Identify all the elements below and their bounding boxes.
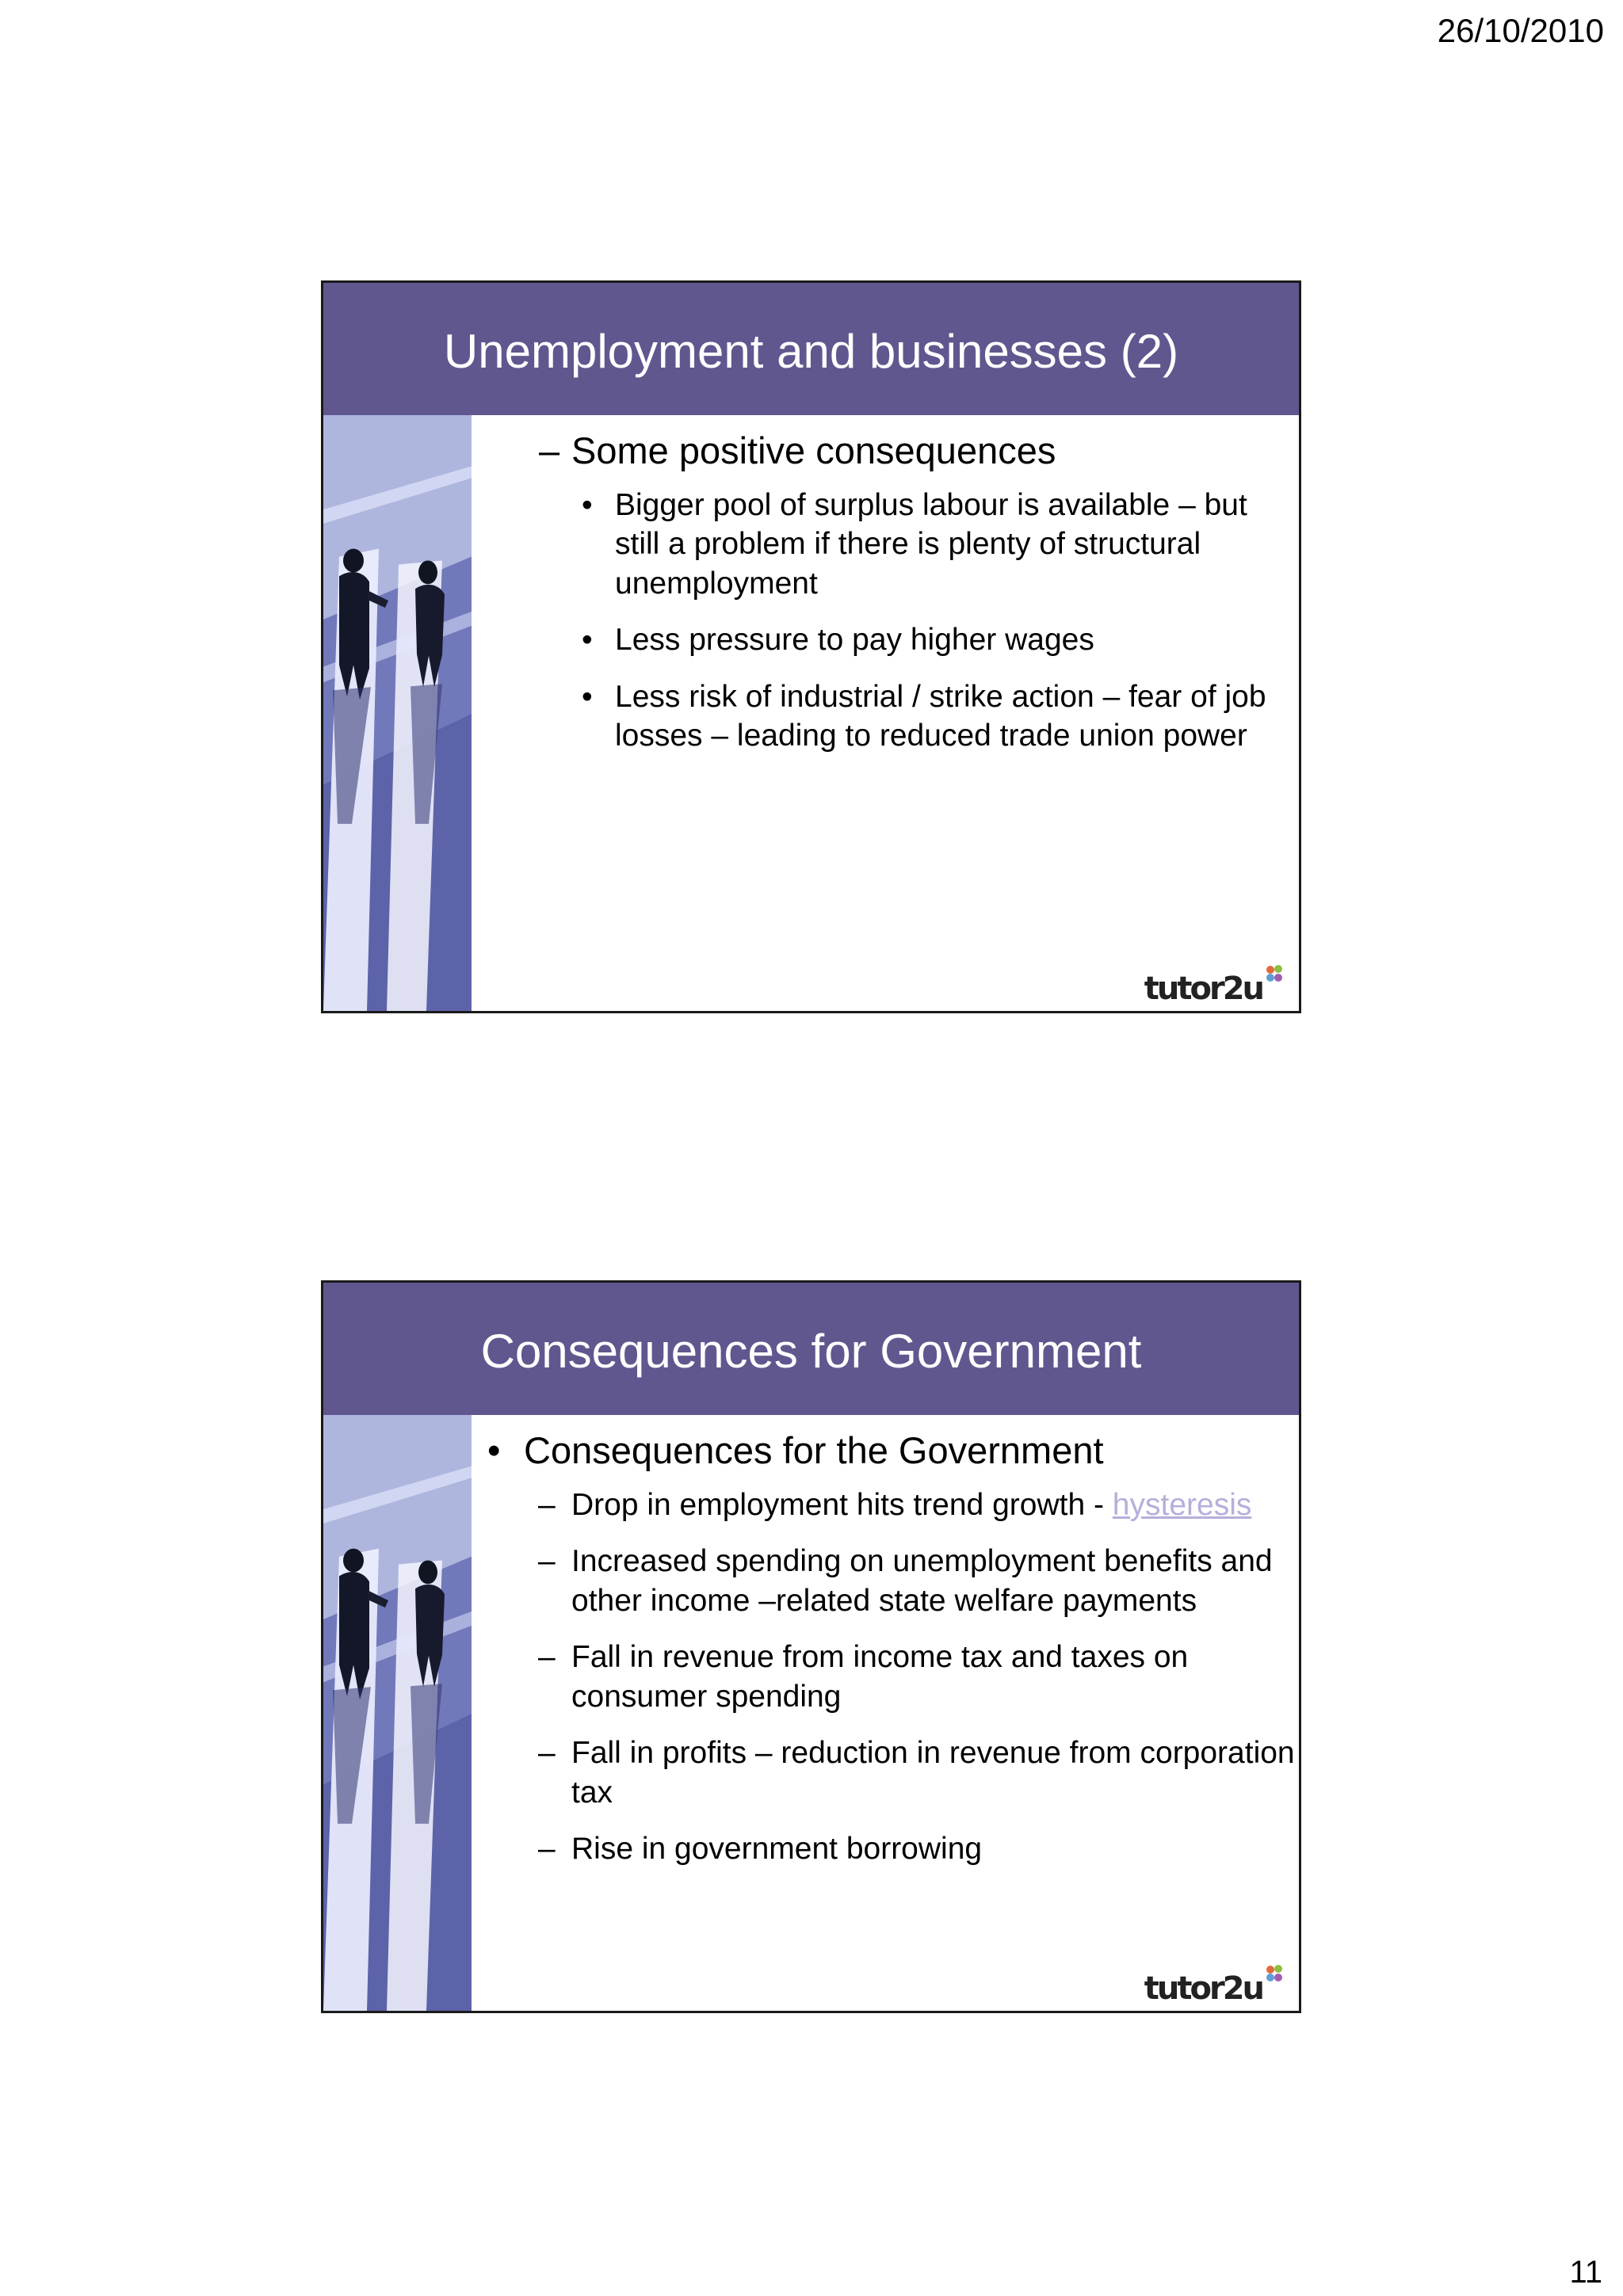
business-people-photo [323, 415, 472, 1011]
list-item [538, 1486, 1299, 1525]
bullet-marker: • [487, 1429, 501, 1471]
slide-title: Consequences for Government [480, 1324, 1142, 1378]
list-item [538, 1829, 1299, 1869]
tutor2u-logo [1144, 1963, 1285, 2007]
bullet-text: Increased spending on unemployment benefits and other income –related state welfare payments [571, 1544, 1273, 1618]
page-number: 11 [1569, 2255, 1602, 2290]
tutor2u-logo [1144, 963, 1285, 1005]
logo-mark-icon [1264, 963, 1285, 984]
logo-wordmark: tutor2u [1144, 1970, 1262, 2007]
list-item [582, 486, 1271, 604]
slide-title: Unemployment and businesses (2) [443, 324, 1179, 378]
dash-marker: – [538, 1640, 556, 1675]
bullet-text: Fall in profits – reduction in revenue from corporation tax [571, 1736, 1295, 1810]
bullet-list [539, 428, 1284, 773]
list-item [582, 620, 1271, 660]
bullet-heading: Consequences for the Government [524, 1429, 1104, 1471]
business-people-photo [323, 1415, 472, 2011]
list-item [539, 428, 1284, 756]
dash-marker: – [539, 429, 560, 471]
list-item [538, 1638, 1299, 1716]
dash-marker: – [538, 1544, 556, 1579]
dash-marker: – [538, 1736, 556, 1771]
bullet-text-with-link [538, 1486, 1299, 1525]
sub-bullet-list [582, 486, 1271, 756]
list-item [582, 677, 1271, 756]
slide-body [472, 415, 1299, 1011]
bullet-text: Fall in revenue from income tax and taxes on consumer spending [571, 1640, 1189, 1714]
slide-header [323, 283, 1299, 415]
hysteresis-link[interactable]: hysteresis [1112, 1487, 1252, 1522]
slide-header [323, 1283, 1299, 1415]
page-date: 26/10/2010 [1437, 12, 1604, 49]
bullet-marker: • [582, 487, 593, 522]
bullet-marker: • [582, 623, 593, 658]
slide-consequences-government [321, 1280, 1301, 2013]
dash-marker: – [538, 1832, 556, 1867]
sub-bullet-list [538, 1486, 1299, 1869]
bullet-heading: Some positive consequences [571, 429, 1056, 471]
list-item [487, 1428, 1300, 1869]
bullet-text: Less pressure to pay higher wages [615, 623, 1094, 658]
bullet-text: Less risk of industrial / strike action – fear of job losses – leading to reduced trade union power [615, 679, 1266, 753]
bullet-text: Rise in government borrowing [571, 1832, 983, 1867]
bullet-list [487, 1428, 1300, 1886]
bullet-text: Bigger pool of surplus labour is available – but still a problem if there is plenty of structural unemployment [615, 487, 1247, 601]
list-item [538, 1733, 1299, 1812]
slide-unemployment-businesses [321, 280, 1301, 1013]
list-item [538, 1542, 1299, 1620]
logo-mark-icon [1264, 1963, 1285, 1984]
bullet-marker: • [582, 679, 593, 714]
dash-marker: – [538, 1487, 556, 1522]
slide-body [472, 1415, 1299, 2011]
logo-wordmark: tutor2u [1144, 971, 1262, 1007]
bullet-text: Drop in employment hits trend growth - [571, 1487, 1113, 1522]
